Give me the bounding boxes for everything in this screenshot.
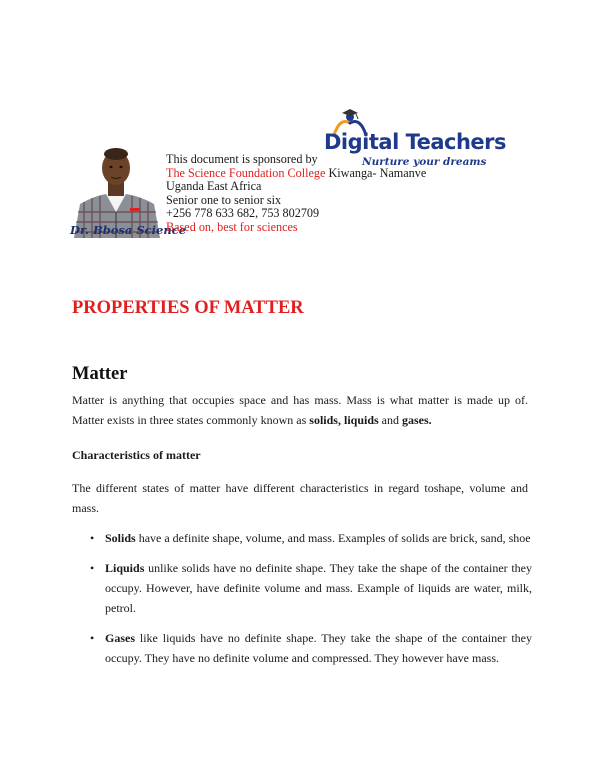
logo-name: Digital Teachers — [324, 130, 507, 154]
section-heading: Matter — [72, 364, 128, 384]
document-title: PROPERTIES OF MATTER — [72, 298, 304, 318]
country-line: Uganda East Africa — [166, 179, 262, 194]
bullet-marker: • — [90, 531, 95, 545]
college-location: Kiwanga- Namanve — [325, 165, 427, 180]
states-bullet-list — [92, 528, 532, 678]
bullet-term: Gases — [105, 631, 135, 645]
bullet-text: unlike solids have no definite shape. They take the shape of the container they occupy. However, have definite volume and mass. Example of liquids are water, milk, petrol. — [105, 561, 532, 615]
intro-bold-gases: gases. — [402, 413, 432, 427]
bullet-gases — [92, 628, 532, 668]
intro-and-word: and — [378, 413, 402, 427]
levels-line: Senior one to senior six — [166, 192, 282, 207]
logo-tagline: Nurture your dreams — [362, 156, 487, 168]
bullet-term: Liquids — [105, 561, 145, 575]
characteristics-subheading: Characteristics of matter — [72, 448, 201, 462]
phone-line: +256 778 633 682, 753 802709 — [166, 206, 320, 221]
bullet-text: have a definite shape, volume, and mass. Examples of solids are brick, sand, shoe — [135, 531, 531, 545]
bullet-liquids — [92, 558, 532, 618]
characteristics-intro-paragraph: The different states of matter have different characteristics in regard toshape, volume and mass. — [72, 481, 528, 515]
college-name: The Science Foundation College — [166, 165, 326, 180]
photo-caption: Dr. Bbosa Science — [70, 223, 187, 237]
bullet-text: like liquids have no definite shape. They take the shape of the container they occupy. They have no definite volume and compressed. They however have mass. — [105, 631, 532, 665]
document-header — [68, 112, 538, 244]
intro-text-before: Matter is anything that occupies space and has mass. Mass is what matter is made up of. Matter exists in three states commonly known as — [72, 393, 528, 427]
matter-definition-paragraph — [72, 390, 528, 430]
bullet-term: Solids — [105, 531, 136, 545]
bullet-marker: • — [90, 561, 95, 575]
bullet-marker: • — [90, 631, 95, 645]
digital-teachers-logo — [324, 112, 534, 174]
bullet-solids — [92, 528, 532, 548]
slogan-line: Based on, best for sciences — [166, 219, 298, 234]
intro-bold-states: solids, liquids — [309, 413, 379, 427]
sponsor-intro: This document is sponsored by — [166, 152, 318, 166]
